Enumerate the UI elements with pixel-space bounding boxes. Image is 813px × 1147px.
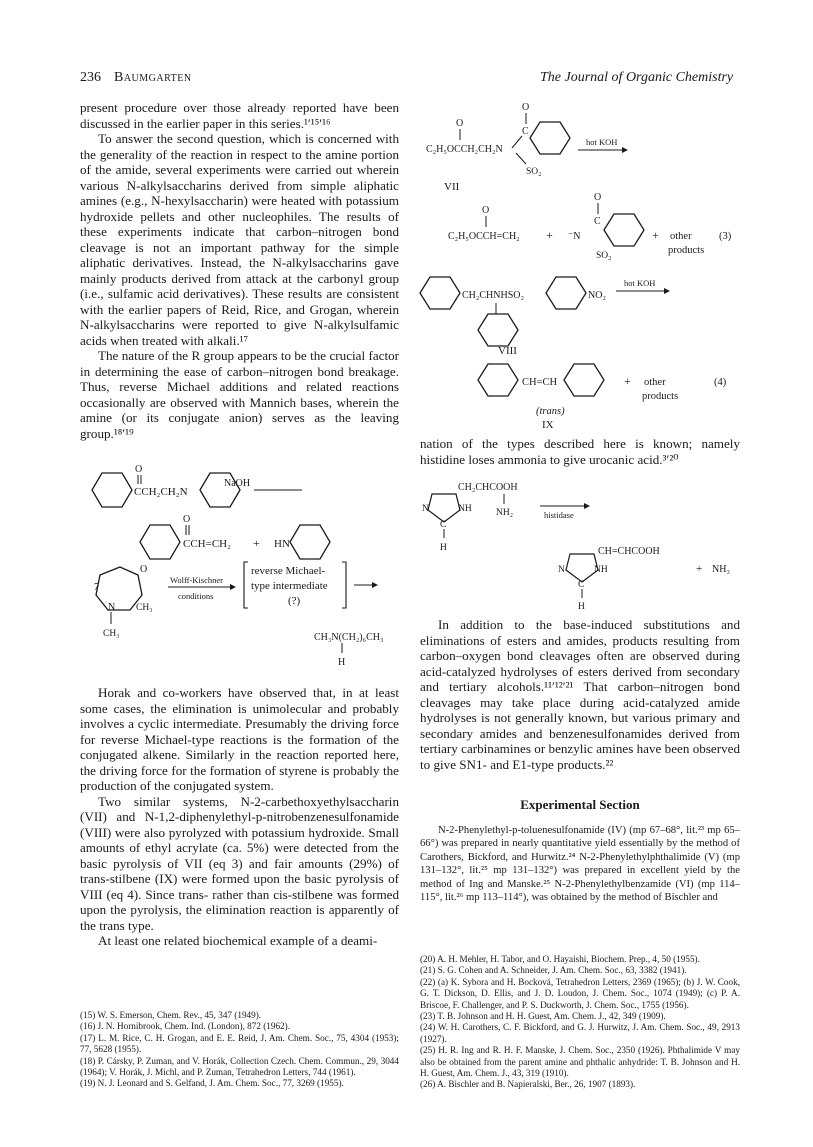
running-author: Baumgarten xyxy=(114,70,192,85)
ammonia-label: NH₃ xyxy=(712,564,730,575)
methyl-label: CH₃ xyxy=(103,629,120,639)
bracket-text: type intermediate xyxy=(251,580,328,592)
naoh-label: NaOH xyxy=(224,478,251,489)
hydrogen-label: H xyxy=(578,602,585,612)
paragraph: The nature of the R group appears to be the crucial factor in determining the ease of carbon–nitrogen bond breakage. Thus, reverse Michael additions and related reactions occasionally are observed with Mannich bases, wherein the amine (or its conjugate anion) serves as the leaving group.¹⁸ʹ¹⁹ xyxy=(80,348,399,441)
paragraph: nation of the types described here is known; namely histidine loses ammonia to give urocanic acid.³ʹ²⁰ xyxy=(420,436,740,467)
benzene-ring xyxy=(546,277,586,309)
benzene-ring xyxy=(564,364,604,396)
ester-chain-label: C₂H₅OCCH₂CH₂N xyxy=(426,144,503,155)
experimental-text xyxy=(420,824,740,904)
footnote: (25) H. R. Ing and R. H. F. Manske, J. Chem. Soc., 2350 (1926). Phthalimide V may also be obtained from the parent amine and phthalic anhydride: T. B. Johnson and H. H. Guest, Am. Chem. J., 43, 319 (1910). xyxy=(420,1045,740,1079)
hot-koh-label: hot KOH xyxy=(624,278,656,288)
nh-label: NH xyxy=(594,565,608,575)
plus-sign: + xyxy=(696,563,703,575)
nh-label: NH xyxy=(458,504,472,514)
ethyl-acrylate-label: C₂H₅OCCH=CH₂ xyxy=(448,231,520,242)
footnote: (22) (a) K. Sybora and H. Bocková, Tetrahedron Letters, 2369 (1965); (b) J. W. Cook, G. T. Dickson, D. Ellis, and J. D. Loudon, J. Chem. Soc., 1074 (1949); (c) P. A. Briscoe, F. Challenger, and P. S. Duckworth, J. Chem. Soc., 1755 (1956). xyxy=(420,976,740,1010)
nitro-label: NO₂ xyxy=(588,290,606,301)
products-label: products xyxy=(668,245,705,256)
footnote: (15) W. S. Emerson, Chem. Rev., 45, 347 (1949). xyxy=(80,1010,262,1020)
saccharin-pyrolysis-scheme xyxy=(418,98,738,433)
carbon-label: C xyxy=(440,520,447,530)
side-chain-label: CH₂CHCOOH xyxy=(458,482,518,493)
nitrogen-label: N xyxy=(558,565,565,575)
benzene-ring xyxy=(420,277,460,309)
oxygen-label: O xyxy=(183,514,191,525)
footnote: (17) L. M. Rice, C. H. Grogan, and E. E. Reid, J. Am. Chem. Soc., 75, 4304 (1953); 77, 5628 (1955). xyxy=(80,1032,399,1055)
plus-sign: + xyxy=(624,374,631,388)
right-column-top xyxy=(420,436,740,467)
paragraph: N-2-Phenylethyl-p-toluenesulfonamide (IV) (mp 67–68°, lit.²³ mp 65–66°) was prepared in nearly quantitative yield essentially by the method of Carothers, Bickford, and Hurwitz.²⁴ N-2-Phenylethylphthalimide (V) (mp 131–132°, lit.²⁵ mp 131–132°) was prepared in excellent yield by the method of Ing and Manske.²⁵ N-2-Phenylethylbenzamide (VI) (mp 114–115°, lit.²⁶ mp 113–114°), was obtained by the method of Bischler and xyxy=(420,825,740,904)
nitrogen-label: N xyxy=(422,504,429,514)
bracket-text: reverse Michael- xyxy=(251,565,326,577)
carbon-label: C xyxy=(578,580,585,590)
right-footnotes xyxy=(420,954,740,1091)
benzene-ring xyxy=(140,525,180,559)
footnote: (20) A. H. Mehler, H. Tabor, and O. Hayaishi, Biochem. Prep., 4, 50 (1955). xyxy=(420,954,700,964)
paragraph: Horak and co-workers have observed that, in at least some cases, the elimination is unimolecular and probably involves a cyclic intermediate. Presumably the driving force for reverse Michael-type reactions is the formation of the conjugated alkene. Similarly in the reaction reported here, the driving force for the formation of styrene is probably the production of the conjugated system. xyxy=(80,685,399,793)
amino-label: NH₂ xyxy=(496,508,514,518)
benzene-ring xyxy=(530,122,570,154)
mannich-elimination-scheme xyxy=(80,460,405,675)
amine-product: CH₃N(CH₂)₆CH₃ xyxy=(314,632,384,643)
histidine-scheme xyxy=(420,472,740,612)
nitrogen-label: N xyxy=(108,602,116,613)
footnote: (21) S. G. Cohen and A. Schneider, J. Am. Chem. Soc., 63, 3382 (1941). xyxy=(420,965,687,976)
left-column-top xyxy=(80,100,399,441)
piperidine-ring xyxy=(290,525,330,559)
ring-number: 7 xyxy=(94,582,99,593)
stilbene-label: CH=CH xyxy=(522,377,558,388)
chain-label: CCH₂CH₂N xyxy=(134,486,188,498)
equation-number: (4) xyxy=(714,377,727,388)
plus-sign: + xyxy=(652,228,659,242)
footnote: (16) J. N. Hornibrook, Chem. Ind. (London), 872 (1962). xyxy=(80,1021,291,1032)
urocanic-chain-label: CH=CHCOOH xyxy=(598,546,660,557)
benzene-ring xyxy=(92,473,132,507)
oxygen-label: O xyxy=(140,564,148,575)
compound-label: IX xyxy=(542,419,554,431)
imidazole-ring xyxy=(428,494,460,522)
equation-number: (3) xyxy=(719,231,732,242)
trans-label: (trans) xyxy=(536,406,565,417)
histidase-label: histidase xyxy=(544,510,574,520)
paragraph: Two similar systems, N-2-carbethoxyethylsaccharin (VII) and N-1,2-diphenylethyl-p-nitrobenzenesulfonamide (VIII) were also pyrolyzed with potassium hydroxide. Small amounts of ethyl acrylate (ca. 5%) were detected from the basic pyrolysis of VII (eq 3) and fair amounts (29%) of trans-stilbene (IX) were formed upon the basic pyrolysis of VIII (eq 4). Since trans- rather than cis-stilbene was formed upon the pyrolysis, the elimination reaction is apparently of the trans type. xyxy=(80,793,399,933)
paragraph: At least one related biochemical example of a deami- xyxy=(98,933,378,948)
sulfonyl-label: SO₂ xyxy=(596,251,612,261)
footnote: (24) W. H. Carothers, C. F. Bickford, and G. J. Hurwitz, J. Am. Chem. Soc., 49, 2913 (1927). xyxy=(420,1022,740,1044)
other-label: other xyxy=(644,377,666,388)
right-column-middle xyxy=(420,617,740,772)
paragraph: In addition to the base-induced substitutions and eliminations of esters and amides, products resulting from carbon–oxygen bond cleavages often are observed during acid-catalyzed hydrolyses of esters derived from secondary and tertiary alcohols.¹¹ʹ¹²ʹ²¹ That carbon–nitrogen bond cleavages may take place during acid-catalyzed amide hydrolyses is not generally known, but various primary and secondary amides and benzenesulfonamides derived from tertiary carbinamines or benzylic amines have been observed to give SN1- and E1-type products.²² xyxy=(420,617,740,772)
plus-sign: + xyxy=(546,228,553,242)
other-label: other xyxy=(670,231,692,242)
carbon-label: C xyxy=(594,216,601,227)
footnote: (26) A. Bischler and B. Napieralski, Ber., 26, 1907 (1893). xyxy=(420,1079,636,1090)
sulfonyl-label: SO₂ xyxy=(526,167,542,177)
paragraph: To answer the second question, which is concerned with the generality of the reaction in respect to the amine portion of the amide, several experiments were carried out wherein various N-alkylsaccharins derived from simple aliphatic amines (e.g., N-hexylsaccharin) were heated with potassium hydroxide pellets and other nucleophiles. The results of these experiments indicate that carbon–nitrogen bond cleavage is not an important pathway for the simple aliphatic derivatives. Instead, the N-alkylsaccharins gave mainly products derived from attack at the carbonyl group (i.e., sulfamic acid derivatives). These results are consistent with the earlier papers of Reid, Rice, and Grogan, wherein N-alkylsaccharins were reported to give N-alkylsulfamic acids when treated with alkali.¹⁷ xyxy=(80,131,399,348)
compound-label: VII xyxy=(444,181,460,193)
plus-sign: + xyxy=(253,536,260,550)
benzene-ring xyxy=(604,214,644,246)
carbon-label: C xyxy=(522,126,529,137)
hydrogen-label: H xyxy=(440,543,447,553)
wolff-kishner-label: Wolff-Kischner xyxy=(170,575,223,585)
benzene-ring xyxy=(478,364,518,396)
compound-label: VIII xyxy=(498,345,517,357)
footnote: (23) T. B. Johnson and H. H. Guest, Am. Chem. J., 42, 349 (1909). xyxy=(420,1011,666,1022)
alkene-label: CCH=CH₂ xyxy=(183,538,231,550)
oxygen-label: O xyxy=(482,205,490,216)
page-number: 236 xyxy=(80,70,101,85)
benzene-ring xyxy=(478,314,518,346)
journal-title: The Journal of Organic Chemistry xyxy=(540,70,734,85)
oxygen-label: O xyxy=(135,464,143,475)
footnote: (18) P. Cársky, P. Zuman, and V. Horák, Collection Czech. Chem. Commun., 29, 3044 (1964); V. Horák, J. Michl, and P. Zuman, Tetrahedron Letters, 744 (1961). xyxy=(80,1055,399,1078)
anion-label: ⁻N xyxy=(568,231,581,242)
conditions-label: conditions xyxy=(178,591,214,601)
left-column-bottom xyxy=(80,685,399,949)
paragraph: present procedure over those already reported have been discussed in the earlier paper in this series.¹ʹ¹⁵ʹ¹⁶ xyxy=(80,100,399,131)
oxygen-label: O xyxy=(456,118,464,129)
hydrogen-label: H xyxy=(338,657,346,668)
footnote: (19) N. J. Leonard and S. Gelfand, J. Am. Chem. Soc., 77, 3269 (1955). xyxy=(80,1078,344,1089)
hot-koh-label: hot KOH xyxy=(586,137,618,147)
left-footnotes xyxy=(80,1010,399,1090)
products-label: products xyxy=(642,391,679,402)
oxygen-label: O xyxy=(594,192,602,203)
section-heading: Experimental Section xyxy=(520,797,640,812)
hn-label: HN xyxy=(274,538,290,550)
bracket-text: (?) xyxy=(288,595,301,607)
sulfonamide-chain-label: CH₂CHNHSO₂ xyxy=(462,290,524,301)
methyl-label: CH₃ xyxy=(136,603,153,613)
oxygen-label: O xyxy=(522,102,530,113)
